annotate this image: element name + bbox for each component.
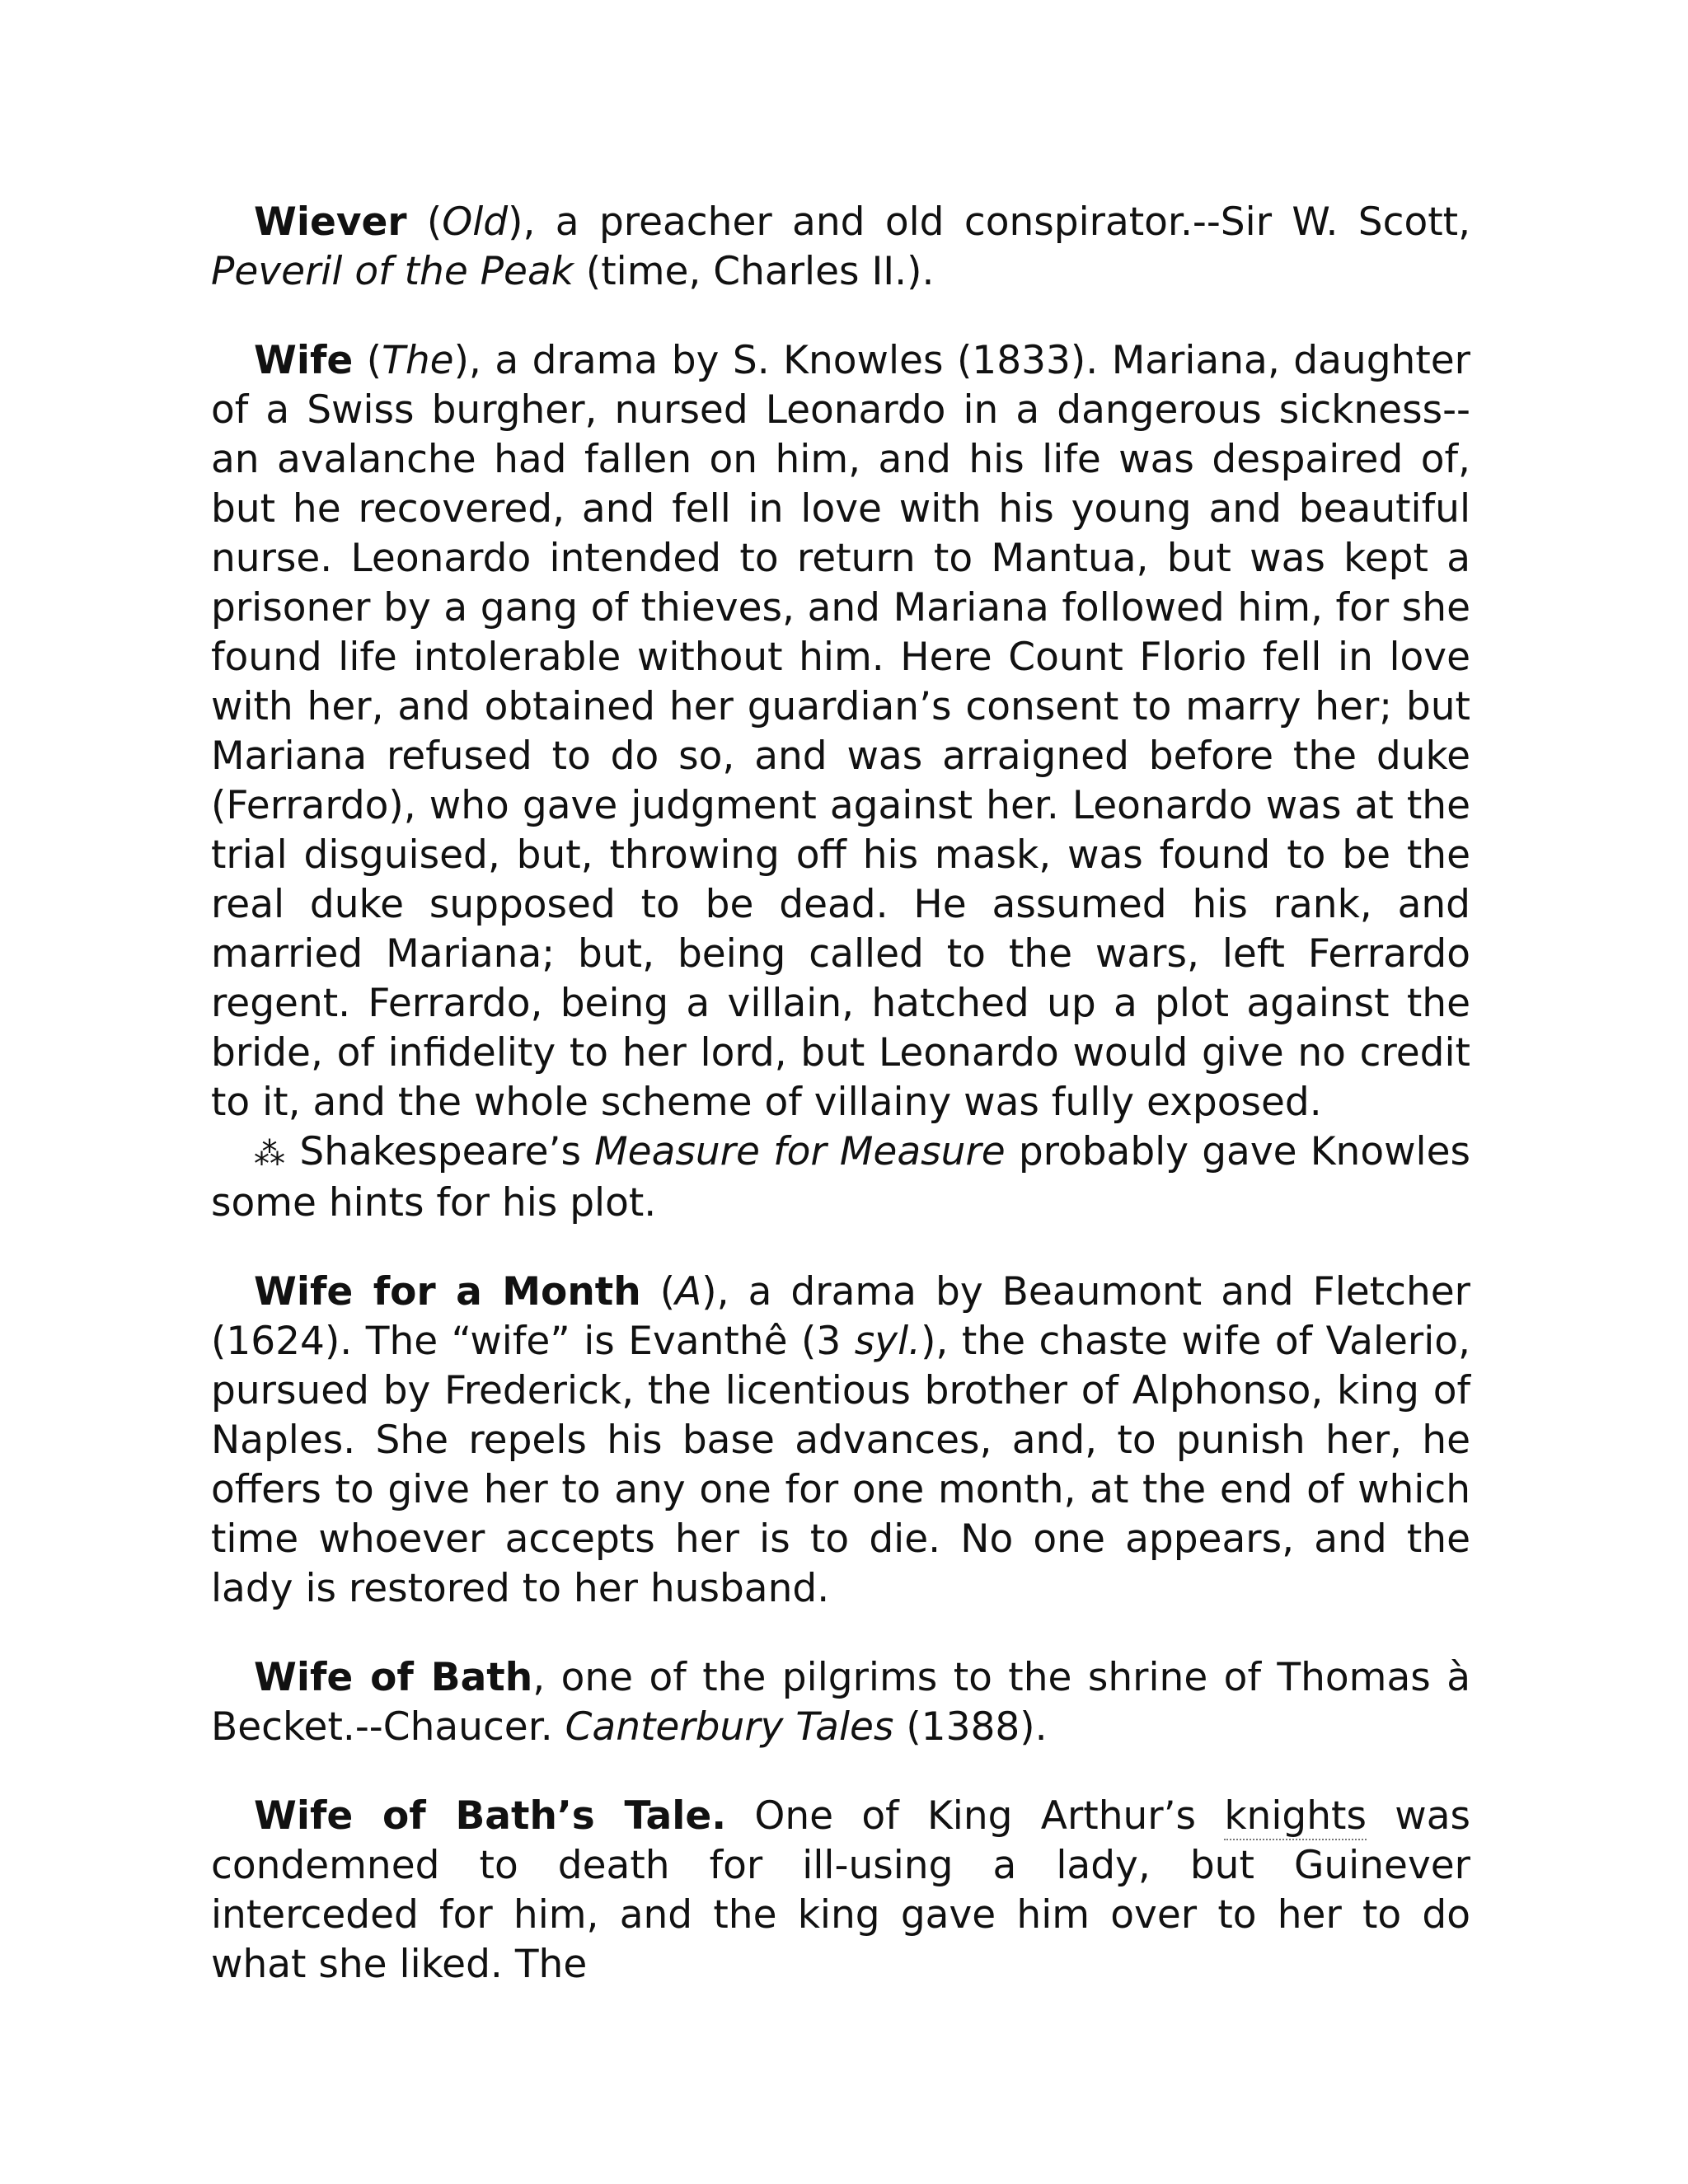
- paren-italic: A: [675, 1269, 702, 1315]
- headword: Wife of Bath: [254, 1655, 533, 1700]
- note-text-after: probably gave Knowles some hints for his plot.: [211, 1129, 1471, 1226]
- paren-close: ),: [701, 1269, 748, 1315]
- note-work-title: Measure for Measure: [594, 1129, 1006, 1174]
- paren-open: (: [353, 338, 382, 383]
- entry-wife: [211, 336, 1470, 1228]
- entry-tail: (time, Charles II.).: [573, 249, 935, 294]
- headword: Wife: [254, 338, 354, 383]
- entry-text-italic: syl.: [854, 1319, 921, 1364]
- entry-text: a preacher and old conspirator.--Sir W. Scott,: [555, 199, 1471, 245]
- entry-tail: (1388).: [893, 1704, 1048, 1750]
- note-text-before: Shakespeare’s: [286, 1129, 595, 1174]
- entry-text-after: ), the chaste wife of Valerio, pursued by Frederick, the licentious brother of Alphonso, king of Naples. She repels his base advances, and, to punish her, he offers to give her to any one for one month, at the end of which time whoever accepts her is to die. No one appears, and the lady is restored to her husband.: [211, 1319, 1470, 1611]
- asterism-icon: ⁂: [254, 1136, 287, 1172]
- paren-italic: The: [382, 338, 454, 383]
- entry-wife-of-baths-tale: [211, 1792, 1470, 1990]
- entry-text-after: was condemned to death for ill-using a lady, but Guinever interceded for him, and the king gave him over to her to do what she liked. The: [211, 1793, 1470, 1987]
- headword: Wife of Bath’s Tale.: [254, 1793, 727, 1839]
- entry-text-before: a drama by Beaumont and Fletcher (1624). The “wife” is Evanthê (3: [211, 1269, 1470, 1364]
- entry-text: , one of the pilgrims to the shrine of Thomas à Becket.--Chaucer.: [211, 1655, 1470, 1750]
- headword: Wiever: [254, 199, 407, 245]
- entry-wife-for-a-month: [211, 1268, 1470, 1614]
- paren-italic: Old: [442, 199, 509, 245]
- editor-note: [211, 1127, 1470, 1228]
- paren-open: (: [640, 1269, 676, 1315]
- entry-text-before: One of King Arthur’s: [726, 1793, 1225, 1839]
- entry-wife-of-bath: [211, 1653, 1470, 1752]
- knights-link[interactable]: knights: [1224, 1793, 1367, 1839]
- work-title: Canterbury Tales: [565, 1704, 894, 1750]
- paren-open: (: [406, 199, 443, 245]
- work-title: Peveril of the Peak: [211, 249, 574, 294]
- document-page: [211, 198, 1470, 2029]
- paren-close: ),: [453, 338, 495, 383]
- entry-wiever: [211, 198, 1470, 297]
- headword: Wife for a Month: [254, 1269, 641, 1315]
- entry-text: a drama by S. Knowles (1833). Mariana, daughter of a Swiss burgher, nursed Leonardo in a dangerous sickness--an avalanche had fallen on him, and his life was despaired of, but he recovered, and fell in love with his young and beautiful nurse. Leonardo intended to return to Mantua, but was kept a prisoner by a gang of thieves, and Mariana followed him, for she found life intolerable without him. Here Count Florio fell in love with her, and obtained her guardian’s consent to marry her; but Mariana refused to do so, and was arraigned before the duke (Ferrardo), who gave judgment against her. Leonardo was at the trial disguised, but, throwing off his mask, was found to be the real duke supposed to be dead. He assumed his rank, and married Mariana; but, being called to the wars, left Ferrardo regent. Ferrardo, being a villain, hatched up a plot against the bride, of infidelity to her lord, but Leonardo would give no credit to it, and the whole scheme of villainy was fully exposed.: [211, 338, 1470, 1125]
- paren-close: ),: [508, 199, 556, 245]
